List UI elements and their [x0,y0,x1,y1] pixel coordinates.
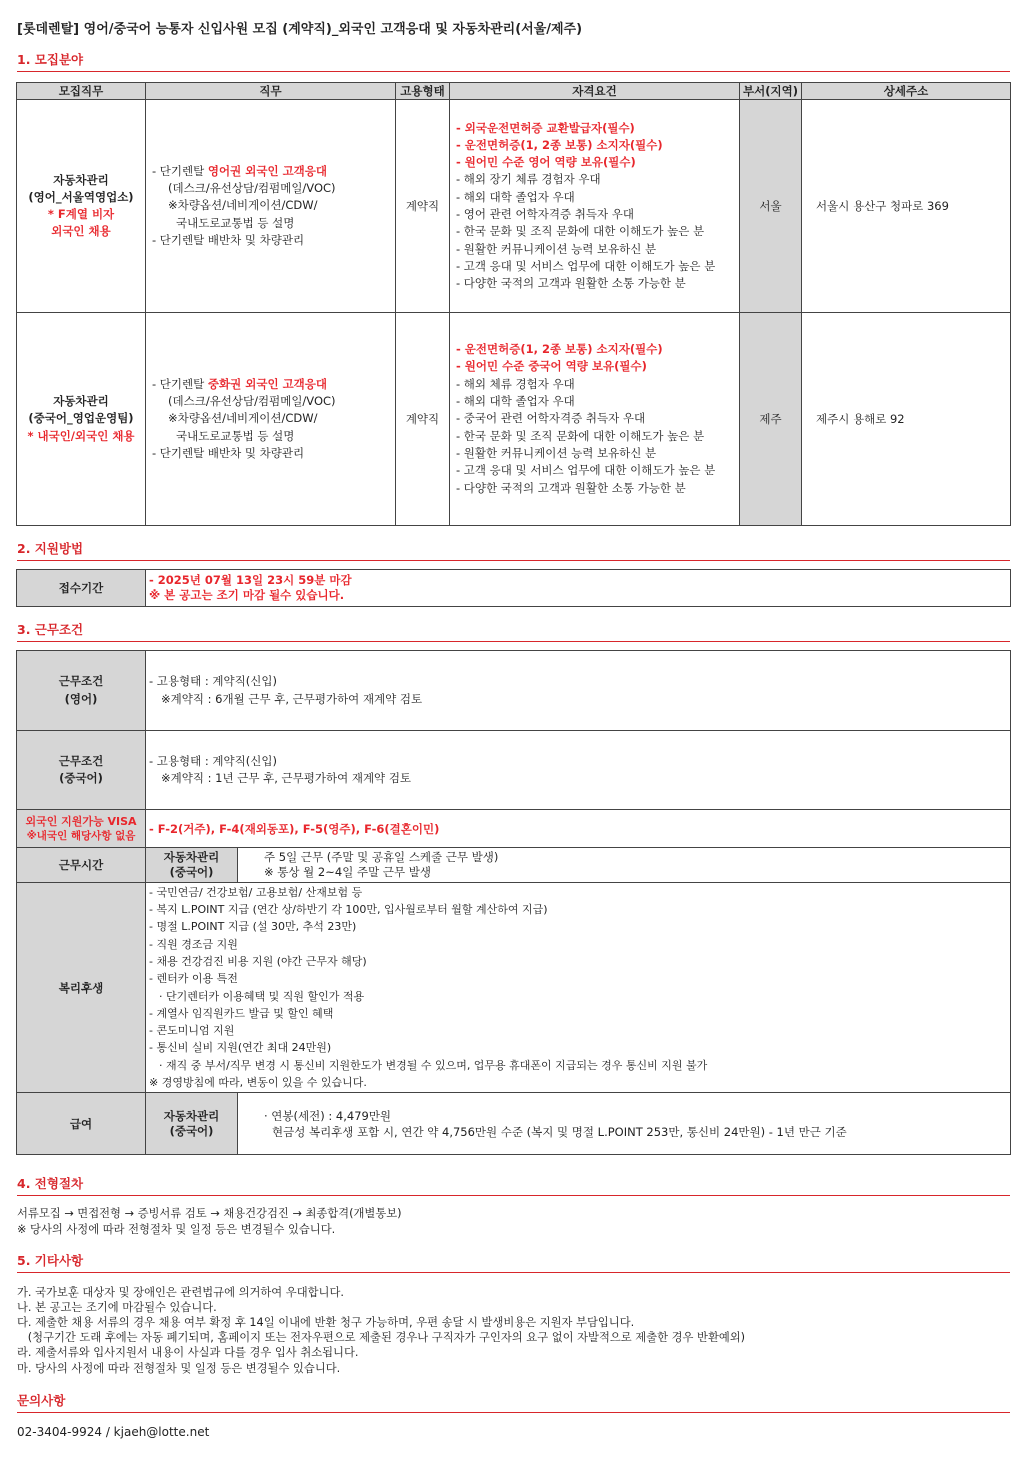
requirements-cell: - 외국운전면허증 교환발급자(필수) - 운전면허증(1, 2종 보통) 소지자(필수) - 원어민 수준 영어 역량 보유(필수) - 해외 장기 체류 경험자 우대 - 해외 대학 졸업자 우대 - 영어 관련 어학자격증 취득자 우대 - 한국 문화 및 조직 문화에 대한 이해도가 높은 분 - 원활한 커뮤니케이션 능력 보유하신 분 - 고객 응대 및 서비스 업무에 대한 이해도가 높은 분 - 다양한 국적의 고객과 원활한 소통 가능한 분 [450,100,740,313]
address-cell: 서울시 용산구 청파로 369 [802,100,1011,313]
header-requirements: 자격요건 [450,83,740,100]
apply-period-value: - 2025년 07월 13일 23시 59분 마감 ※ 본 공고는 조기 마감 될수 있습니다. [146,570,1011,607]
etc-item: 다. 제출한 채용 서류의 경우 채용 여부 확정 후 14일 이내에 반환 청구 가능하며, 우편 송달 시 발생비용은 지원자 부담입니다. [17,1316,635,1329]
salary-label: 급여 [17,1093,146,1155]
process-note: ※ 당사의 사정에 따라 전형절차 및 일정 등은 변경될수 있습니다. [17,1223,336,1236]
duty-cell: - 단기렌탈 중화권 외국인 고객응대 (데스크/유선상담/컴펌메일/VOC) ※차량옵션/네비게이션/CDW/ 국내도로교통법 등 설명 - 단기렌탈 배반차 및 차량관리 [146,313,396,526]
table-row [17,883,1011,1093]
section-heading-conditions: 3. 근무조건 [17,620,1010,642]
etc-item: 나. 본 공고는 조기에 마감될수 있습니다. [17,1301,217,1314]
work-hours-label: 근무시간 [17,848,146,883]
salary-sub-label: 자동차관리 (중국어) [146,1093,238,1155]
table-row [17,313,1011,526]
recruit-header-row [17,83,1011,100]
address-cell: 제주시 용해로 92 [802,313,1011,526]
duty-cell: - 단기렌탈 영어권 외국인 고객응대 (데스크/유선상담/컴펌메일/VOC) ※차량옵션/네비게이션/CDW/ 국내도로교통법 등 설명 - 단기렌탈 배반차 및 차량관리 [146,100,396,313]
region-cell: 서울 [740,100,802,313]
requirements-cell: - 운전면허증(1, 2종 보통) 소지자(필수) - 원어민 수준 중국어 역량 보유(필수) - 해외 체류 경험자 우대 - 해외 대학 졸업자 우대 - 중국어 관련 어학자격증 취득자 우대 - 한국 문화 및 조직 문화에 대한 이해도가 높은 분 - 원활한 커뮤니케이션 능력 보유하신 분 - 고객 응대 및 서비스 업무에 대한 이해도가 높은 분 - 다양한 국적의 고객과 원활한 소통 가능한 분 [450,313,740,526]
table-row [17,100,1011,313]
table-row [17,1093,1011,1155]
section-heading-recruit: 1. 모집분야 [17,50,1010,72]
position-cell: 자동차관리 (중국어_영업운영팀) * 내국인/외국인 채용 [17,313,146,526]
contact-info: 02-3404-9924 / kjaeh@lotte.net [17,1425,210,1439]
header-region: 부서(지역) [740,83,802,100]
etc-item: 라. 제출서류와 입사지원서 내용이 사실과 다를 경우 입사 취소됩니다. [17,1346,359,1359]
table-row [17,810,1011,848]
condition-chinese-value: - 고용형태 : 계약직(신입) ※계약직 : 1년 근무 후, 근무평가하여 재계약 검토 [146,731,1011,810]
process-steps: 서류모집 → 면접전형 → 증빙서류 검토 → 채용건강검진 → 최종합격(개별통보) [17,1207,402,1220]
visa-value: - F-2(거주), F-4(재외동포), F-5(영주), F-6(결혼이민) [146,810,1011,848]
employment-cell: 계약직 [396,100,450,313]
visa-label: 외국인 지원가능 VISA ※내국인 해당사항 없음 [17,810,146,848]
condition-english-value: - 고용형태 : 계약직(신입) ※계약직 : 6개월 근무 후, 근무평가하여 재계약 검토 [146,651,1011,731]
condition-english-label: 근무조건 (영어) [17,651,146,731]
section-heading-apply: 2. 지원방법 [17,539,1010,561]
apply-period-label: 접수기간 [17,570,146,607]
apply-table [16,569,1011,607]
conditions-table [16,650,1011,1155]
table-row [17,651,1011,731]
welfare-value: - 국민연금/ 건강보험/ 고용보험/ 산재보험 등 - 복지 L.POINT 지급 (연간 상/하반기 각 100만, 입사월로부터 월할 계산하여 지급) - 명절 L.POINT 지급 (설 30만, 추석 23만) - 직원 경조금 지원 - 채용 건강검진 비용 지원 (야간 근무자 해당) - 렌터카 이용 특전 · 단기렌터카 이용혜택 및 직원 할인가 적용 - 계열사 임직원카드 발급 및 할인 혜택 - 콘도미니엄 지원 - 통신비 실비 지원(연간 최대 24만원) · 재직 중 부서/직무 변경 시 통신비 지원한도가 변경될 수 있으며, 업무용 휴대폰이 지급되는 경우 통신비 지원 불가 ※ 경영방침에 따라, 변동이 있을 수 있습니다. [146,883,1011,1093]
etc-item: (청구기간 도래 후에는 자동 폐기되며, 홈페이지 또는 전자우편으로 제출된 경우나 구직자가 구인자의 요구 없이 자발적으로 제출한 경우 반환예외) [17,1331,746,1344]
condition-chinese-label: 근무조건 (중국어) [17,731,146,810]
position-cell: 자동차관리 (영어_서울역영업소) * F계열 비자 외국인 채용 [17,100,146,313]
table-row [17,848,1011,883]
salary-value: · 연봉(세전) : 4,479만원 현금성 복리후생 포함 시, 연간 약 4,756만원 수준 (복지 및 명절 L.POINT 253만, 통신비 24만원) - 1년 만근 기준 [238,1093,1011,1155]
header-position: 모집직무 [17,83,146,100]
recruit-table [16,82,1011,526]
welfare-label: 복리후생 [17,883,146,1093]
section-heading-process: 4. 전형절차 [17,1174,1010,1196]
table-row [17,731,1011,810]
page-title: [롯데렌탈] 영어/중국어 능통자 신입사원 모집 (계약직)_외국인 고객응대 및 자동차관리(서울/제주) [17,22,583,37]
header-address: 상세주소 [802,83,1011,100]
etc-item: 가. 국가보훈 대상자 및 장애인은 관련법규에 의거하여 우대합니다. [17,1286,344,1299]
work-hours-sub-label: 자동차관리 (중국어) [146,848,238,883]
work-hours-value: 주 5일 근무 (주말 및 공휴일 스케줄 근무 발생) ※ 통상 월 2~4일 주말 근무 발생 [238,848,1011,883]
etc-item: 마. 당사의 사정에 따라 전형절차 및 일정 등은 변경될수 있습니다. [17,1362,341,1375]
section-heading-etc: 5. 기타사항 [17,1251,1010,1273]
region-cell: 제주 [740,313,802,526]
header-duty: 직무 [146,83,396,100]
section-heading-contact: 문의사항 [17,1391,1010,1413]
employment-cell: 계약직 [396,313,450,526]
header-employment: 고용형태 [396,83,450,100]
